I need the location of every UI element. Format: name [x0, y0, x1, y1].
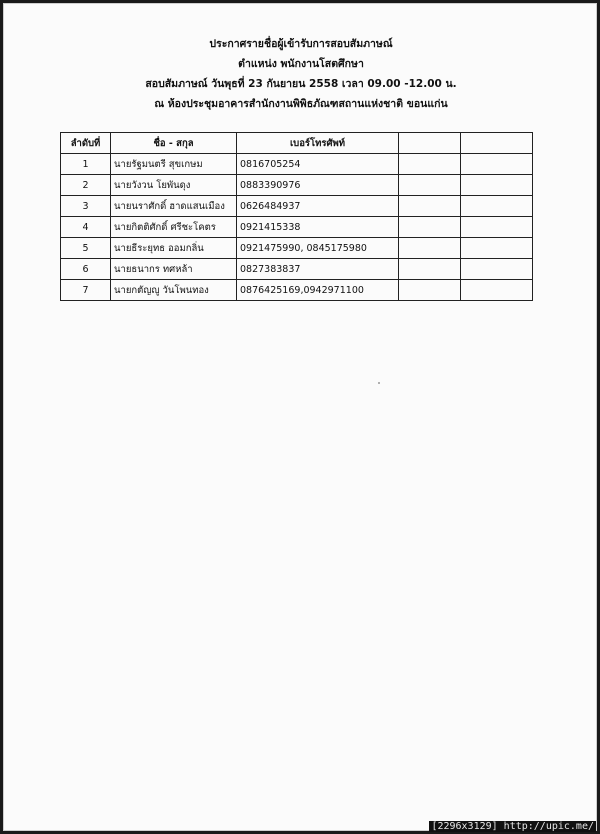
row-phone: 0883390976	[237, 175, 399, 196]
table-row	[61, 154, 533, 175]
row-order: 7	[61, 280, 111, 301]
row-order: 5	[61, 238, 111, 259]
column-header-order: ลำดับที่	[61, 133, 111, 154]
row-phone: 0816705254	[237, 154, 399, 175]
row-blank-cell	[461, 217, 533, 238]
table-row	[61, 196, 533, 217]
column-header-name: ชื่อ - สกุล	[111, 133, 237, 154]
row-blank-cell	[461, 259, 533, 280]
row-phone: 0921475990, 0845175980	[237, 238, 399, 259]
row-blank-cell	[399, 217, 461, 238]
table-row	[61, 175, 533, 196]
row-name: นายกตัญญู วันโพนทอง	[111, 280, 237, 301]
row-name: นายธนากร ทศหล้า	[111, 259, 237, 280]
table-row	[61, 238, 533, 259]
column-header-blank-1	[399, 133, 461, 154]
row-name: นายนราศักดิ์ ฮาดแสนเมือง	[111, 196, 237, 217]
row-blank-cell	[399, 175, 461, 196]
row-phone: 0876425169,0942971100	[237, 280, 399, 301]
row-blank-cell	[399, 196, 461, 217]
row-phone: 0626484937	[237, 196, 399, 217]
row-blank-cell	[461, 280, 533, 301]
row-phone: 0921415338	[237, 217, 399, 238]
interview-venue-line: ณ ห้องประชุมอาคารสำนักงานพิพิธภัณฑสถานแห่งชาติ ขอนแก่น	[154, 98, 448, 110]
interview-date-line: สอบสัมภาษณ์ วันพุธที่ 23 กันยายน 2558 เวลา 09.00 -12.00 น.	[145, 78, 457, 90]
row-blank-cell	[461, 238, 533, 259]
row-name: นายรัฐมนตรี สุขเกษม	[111, 154, 237, 175]
row-blank-cell	[461, 175, 533, 196]
announcement-title: ประกาศรายชื่อผู้เข้ารับการสอบสัมภาษณ์	[209, 38, 393, 50]
table-row	[61, 217, 533, 238]
row-blank-cell	[399, 259, 461, 280]
row-blank-cell	[461, 196, 533, 217]
row-blank-cell	[461, 154, 533, 175]
row-name: นายธีระยุทธ ออมกลิ่น	[111, 238, 237, 259]
announcement-header	[4, 34, 598, 114]
table-row	[61, 259, 533, 280]
row-name: นายวังวน โยพันดุง	[111, 175, 237, 196]
position-line: ตำแหน่ง พนักงานโสตศึกษา	[238, 58, 364, 70]
row-order: 1	[61, 154, 111, 175]
column-header-blank-2	[461, 133, 533, 154]
row-order: 2	[61, 175, 111, 196]
row-blank-cell	[399, 154, 461, 175]
row-blank-cell	[399, 238, 461, 259]
row-order: 3	[61, 196, 111, 217]
column-header-phone: เบอร์โทรศัพท์	[237, 133, 399, 154]
table-row	[61, 280, 533, 301]
row-order: 4	[61, 217, 111, 238]
row-name: นายกิตติศักดิ์ ศรีชะโคตร	[111, 217, 237, 238]
row-phone: 0827383837	[237, 259, 399, 280]
document-page	[3, 3, 597, 831]
row-order: 6	[61, 259, 111, 280]
candidate-table	[60, 132, 533, 301]
row-blank-cell	[399, 280, 461, 301]
table-header-row	[61, 133, 533, 154]
image-host-watermark: [2296x3129] http://upic.me/	[431, 821, 594, 832]
scan-speck	[378, 382, 380, 384]
